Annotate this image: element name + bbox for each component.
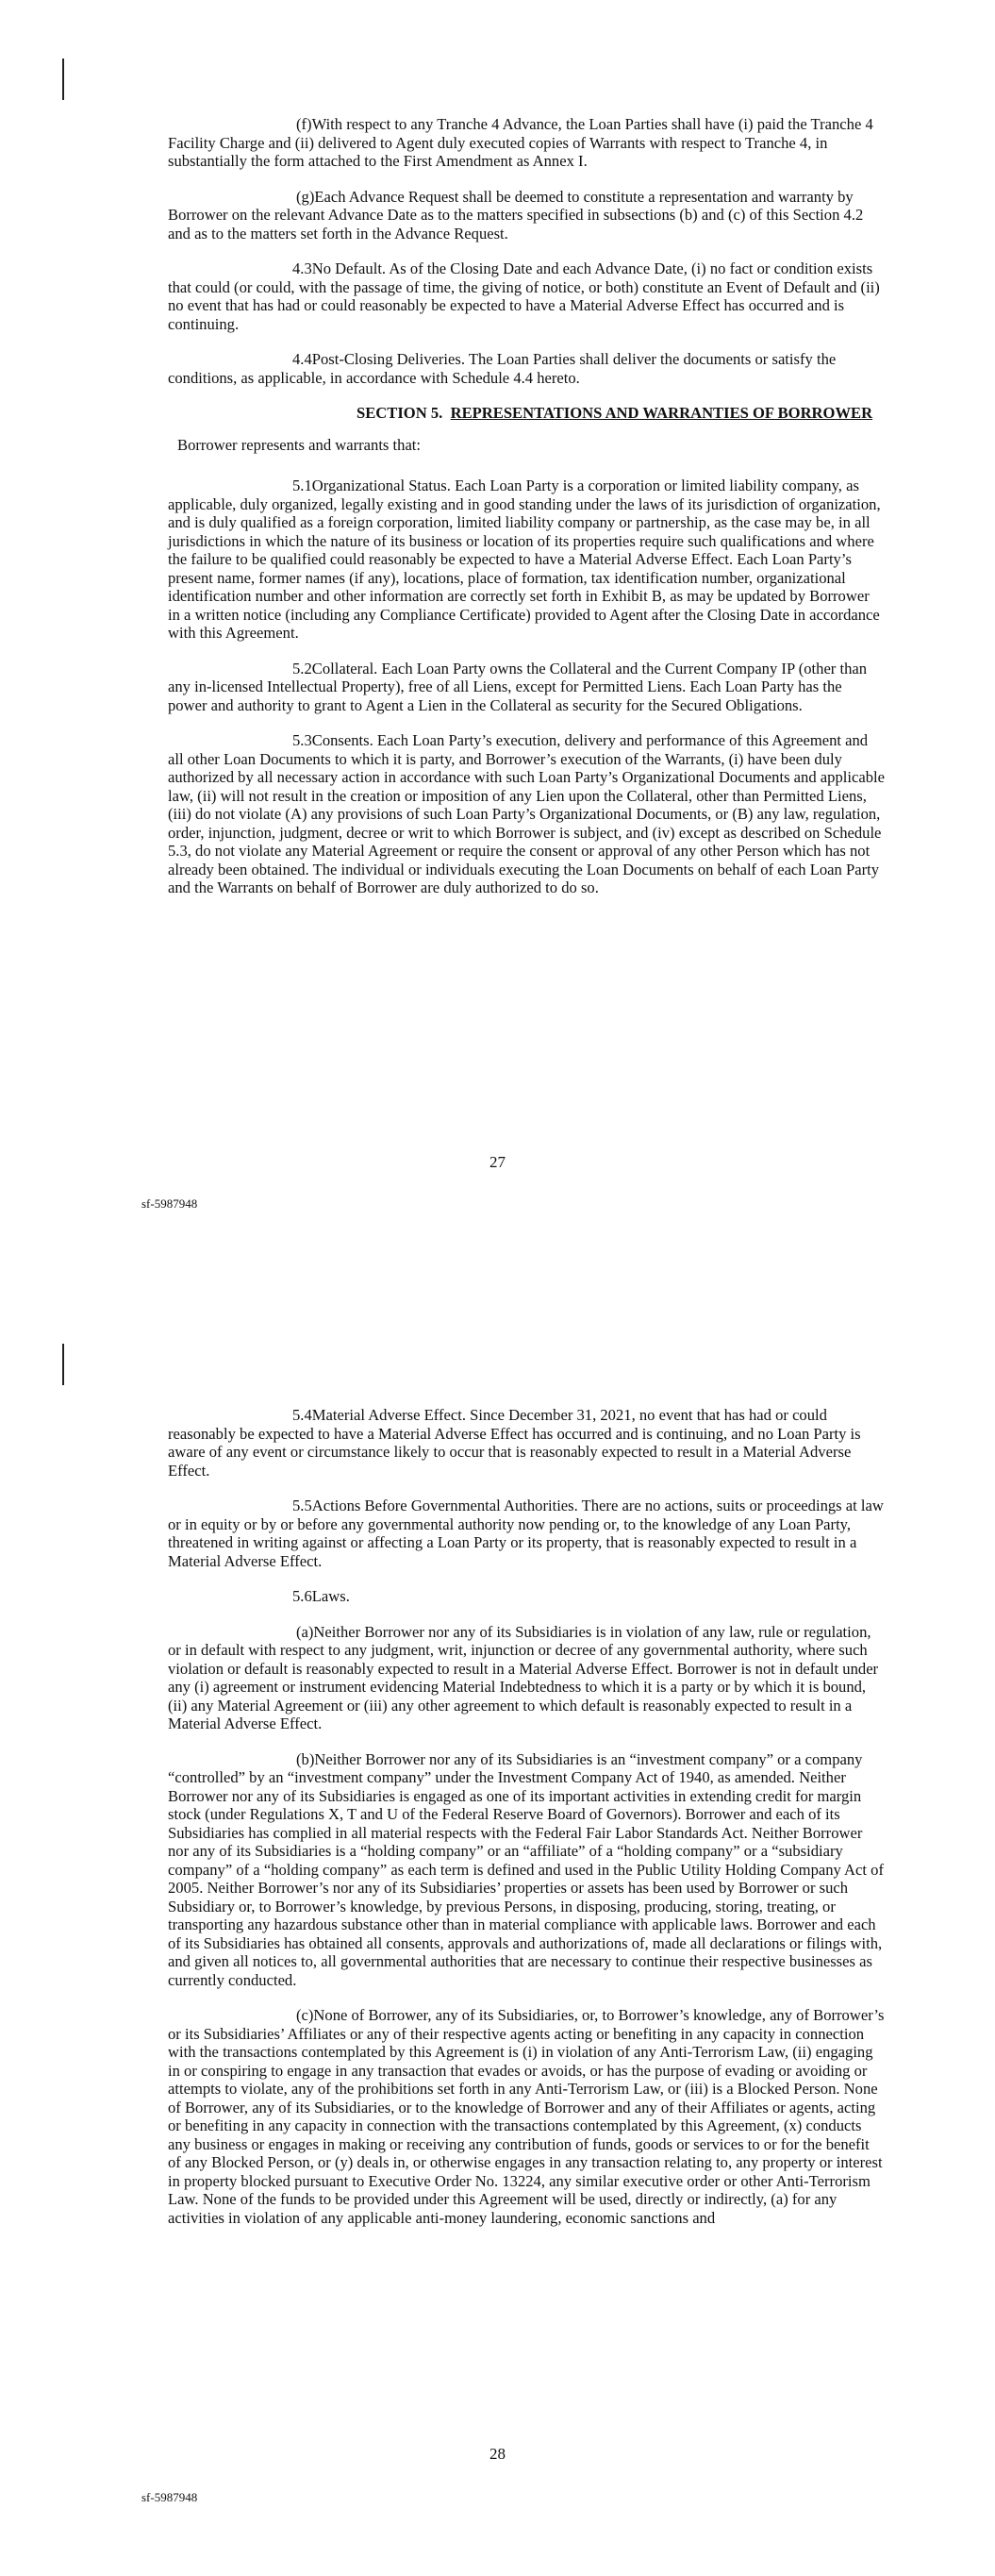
subsection-5-6-b: (b)Neither Borrower nor any of its Subsidiaries is an “investment company” or a company “controlled” by an “investment company” under the Investment Company Act of 1940, as amended. Neither Borrower nor any of its Subsidiaries is engaged as one of its important activities in extending credit for margin stock (under Regulations X, T and U of the Federal Reserve Board of Governors). Borrower and each of its Subsidiaries has complied in all material respects with the Federal Fair Labor Standards Act. Neither Borrower nor any of its Subsidiaries is a “holding company” or an “affiliate” of a “holding company” or a “subsidiary company” of a “holding company” as each term is defined and used in the Public Utility Holding Company Act of 2005. Neither Borrower’s nor any of its Subsidiaries’ properties or assets has been used by Borrower or such Subsidiary or, to Borrower’s knowledge, by previous Persons, in disposing, producing, storing, treating, or transporting any hazardous substance other than in material compliance with applicable laws. Borrower and each of its Subsidiaries has obtained all consents, approvals and authorizations of, made all declarations or filings with, and given all notices to, all governmental authorities that are necessary to continue their respective businesses as currently conducted. — [168, 1749, 884, 1989]
section-5-1: 5.1Organizational Status. Each Loan Party is a corporation or limited liability company, as applicable, duly organized, legally existing and in good standing under the laws of its jurisdiction of organization, and is duly qualified as a foreign corporation, limited liability company or partnership, as the case may be, in all jurisdictions in which the nature of its business or location of its properties require such qualifications and where the failure to be qualified could reasonably be expected to have a Material Adverse Effect. Each Loan Party’s present name, former names (if any), locations, place of formation, tax identification number, organizational identification number and other information are correctly set forth in Exhibit B, as may be updated by Borrower in a written notice (including any Compliance Certificate) provided to Agent after the Closing Date in accordance with this Agreement. — [168, 477, 881, 642]
section-5-3: 5.3Consents. Each Loan Party’s execution, delivery and performance of this Agreement and all other Loan Documents to which it is party, and Borrower’s execution of the Warrants, (i) have been duly authorized by all necessary action in accordance with such Loan Party’s Organizational Documents and applicable law, (ii) will not result in the creation or imposition of any Lien upon the Collateral, other than Permitted Liens, (iii) do not violate (A) any provisions of such Loan Party’s Organizational Documents, or (B) any law, regulation, order, injunction, judgment, decree or writ to which Borrower is subject, and (iv) except as described on Schedule 5.3, do not violate any Material Agreement or require the consent or approval of any other Person which has not already been obtained. The individual or individuals executing the Loan Documents on behalf of each Loan Party and the Warrants on behalf of Borrower are duly authorized to do so. — [168, 731, 885, 896]
subsection-5-6-a: (a)Neither Borrower nor any of its Subsidiaries is in violation of any law, rule or regulation, or in default with respect to any judgment, writ, injunction or decree of any governmental authority, where such violation or default is reasonably expected to result in a Material Adverse Effect. Borrower is not in default under any (i) agreement or instrument evidencing Material Indebtedness to which it is a party or by which it is bound, (ii) any Material Agreement or (iii) any other agreement to which default is reasonably expected to result in a Material Adverse Effect. — [168, 1622, 879, 1732]
revision-bar — [62, 1344, 64, 1385]
subsection-f: (f)With respect to any Tranche 4 Advance, the Loan Parties shall have (i) paid the Tranche 4 Facility Charge and (ii) delivered to Agent duly executed copies of Warrants with respect to Tranche 4, in substantially the form attached to the First Amendment as Annex I. — [168, 115, 873, 170]
section-4-4: 4.4Post-Closing Deliveries. The Loan Parties shall deliver the documents or satisfy the conditions, as applicable, in accordance with Schedule 4.4 hereto. — [168, 350, 837, 387]
section-5-heading: SECTION 5. REPRESENTATIONS AND WARRANTIES OF BORROWER — [357, 404, 873, 422]
section-5-2: 5.2Collateral. Each Loan Party owns the Collateral and the Current Company IP (other than any in-licensed Intellectual Property), free of all Liens, except for Permitted Liens. Each Loan Party has the power and authority to grant to Agent a Lien in the Collateral as security for the Secured Obligations. — [168, 659, 868, 714]
section-5-6: 5.6Laws. — [292, 1587, 350, 1605]
document-id-footer: sf-5987948 — [141, 1196, 198, 1211]
section-5-4: 5.4Material Adverse Effect. Since December 31, 2021, no event that has had or could reasonably be expected to have a Material Adverse Effect has occurred and is continuing, and no Loan Party is aware of any event or circumstance likely to occur that is reasonably expected to result in a Material Adverse Effect. — [168, 1406, 861, 1480]
document-page-28 — [0, 1288, 995, 2576]
subsection-5-6-c: (c)None of Borrower, any of its Subsidiaries, or, to Borrower’s knowledge, any of Borrower’s or its Subsidiaries’ Affiliates or any of their respective agents acting or benefiting in any capacity in connection with the transactions contemplated by this Agreement is (i) in violation of any Anti-Terrorism Law, (ii) engaging in or conspiring to engage in any transaction that evades or avoids, or has the purpose of evading or avoiding or attempts to violate, any of the prohibitions set forth in any Anti-Terrorism Law, or (iii) is a Blocked Person. None of Borrower, any of its Subsidiaries, or to the knowledge of Borrower and any of their Affiliates or agents, acting or benefiting in any capacity in connection with the transactions contemplated by this Agreement, (x) conducts any business or engages in making or receiving any contribution of funds, goods or services to or for the benefit of any Blocked Person, or (y) deals in, or otherwise engages in any transaction relating to, any property or interest in property blocked pursuant to Executive Order No. 13224, any similar executive order or other Anti-Terrorism Law. None of the funds to be provided under this Agreement will be used, directly or indirectly, (a) for any activities in violation of any applicable anti-money laundering, economic sanctions and — [168, 2006, 885, 2227]
page-number: 27 — [489, 1153, 506, 1171]
page-content — [168, 115, 885, 914]
subsection-g: (g)Each Advance Request shall be deemed to constitute a representation and warranty by Borrower on the relevant Advance Date as to the matters specified in subsections (b) and (c) of this Section 4.2 and as to the matters set forth in the Advance Request. — [168, 187, 864, 243]
section-4-3: 4.3No Default. As of the Closing Date and each Advance Date, (i) no fact or condition exists that could (or could, with the passage of time, the giving of notice, or both) constitute an Event of Default and (ii) no event that has had or could reasonably be expected to have a Material Adverse Effect has occurred and is continuing. — [168, 259, 880, 333]
page-number: 28 — [489, 2445, 506, 2463]
page-content — [168, 1406, 885, 2244]
section-5-5: 5.5Actions Before Governmental Authorities. There are no actions, suits or proceedings at law or in equity or by or before any governmental authority now pending or, to the knowledge of any Loan Party, threatened in writing against or affecting a Loan Party or its property, that is reasonably expected to result in a Material Adverse Effect. — [168, 1497, 884, 1570]
revision-bar — [62, 59, 64, 100]
document-id-footer: sf-5987948 — [141, 2490, 198, 2504]
section-5-intro: Borrower represents and warrants that: — [177, 435, 422, 454]
